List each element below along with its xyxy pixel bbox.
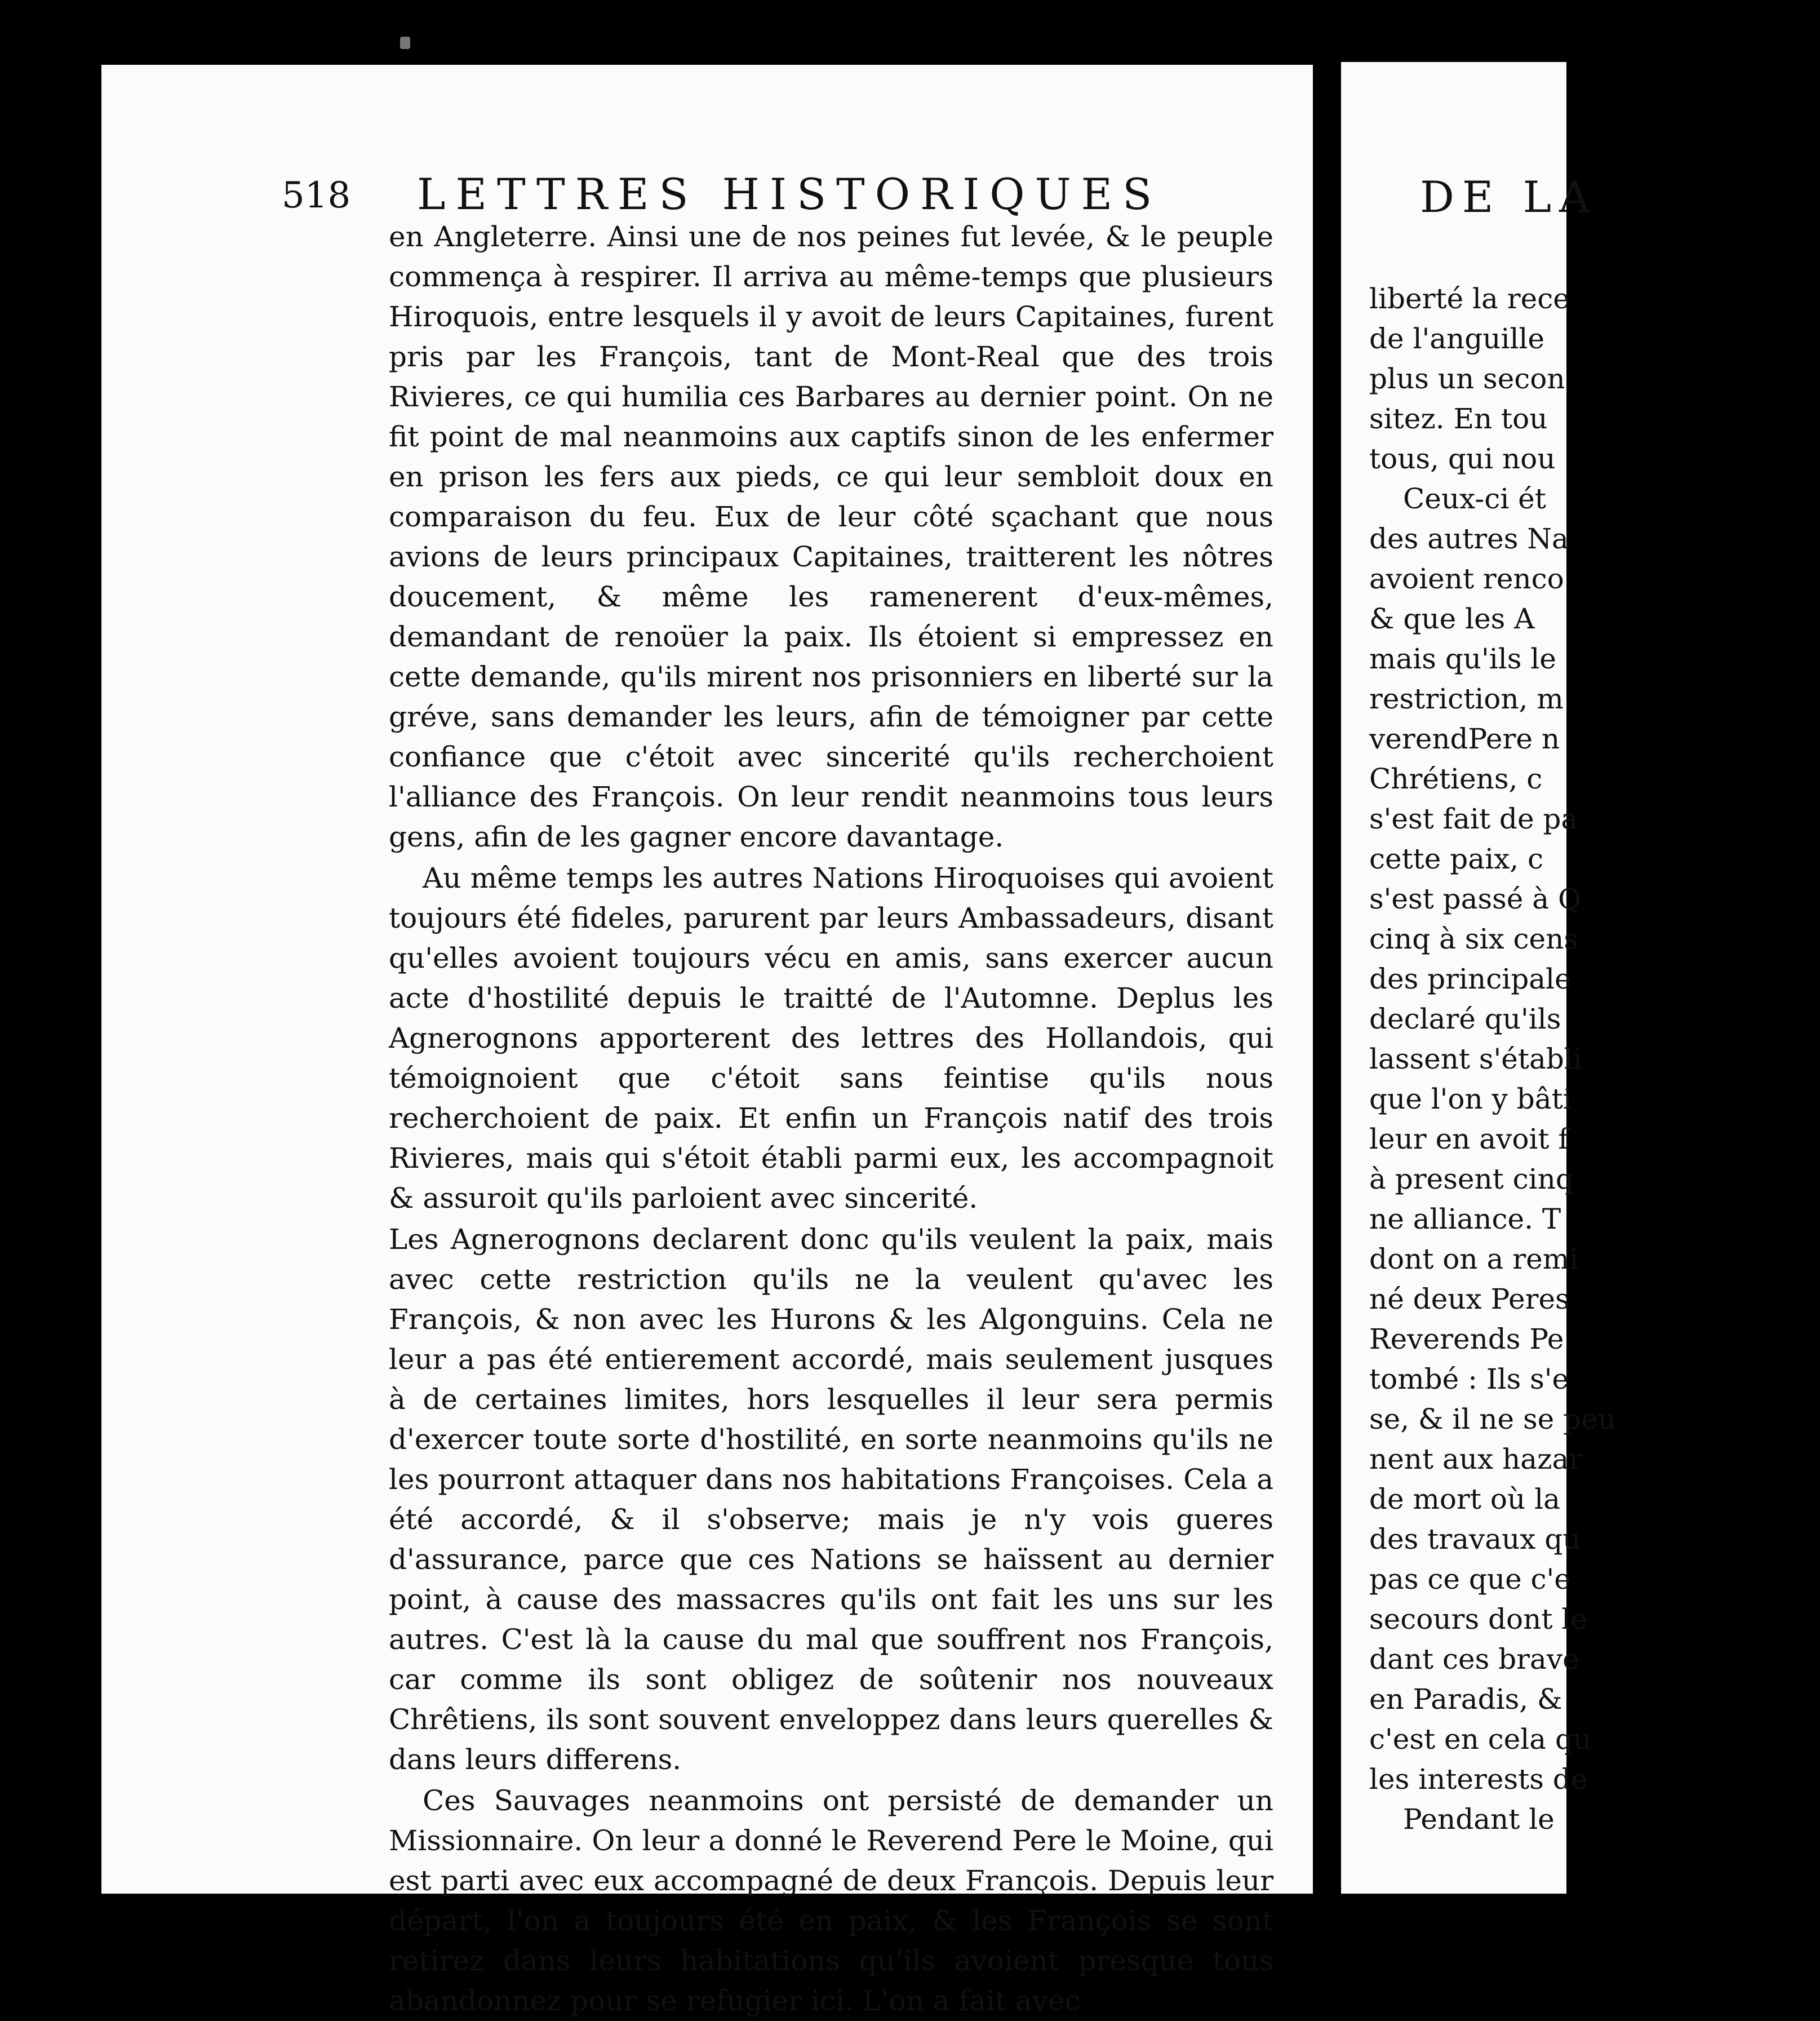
facing-page-header: DE LA — [1420, 172, 1598, 222]
facing-page-text — [1369, 279, 1820, 1840]
facing-line: dont on a remi — [1369, 1243, 1579, 1275]
facing-line: mais qu'ils le — [1369, 642, 1556, 675]
facing-line: Pendant le — [1403, 1803, 1555, 1836]
facing-line: de l'anguille — [1369, 322, 1545, 355]
facing-line: les interests de — [1369, 1763, 1588, 1796]
paragraph-2: Au même temps les autres Nations Hiroquoises qui avoient toujours été fideles, parurent par leurs Ambassadeurs, disant qu'elles avoient toujours vécu en amis, sans exercer aucun acte d'hostilité depuis le traitté de l'Automne. Deplus les Agnerognons apporterent des lettres des Hollandois, qui témoignoient que c'étoit sans feintise qu'ils nous recherchoient de paix. Et enfin un François natif des trois Rivieres, mais qui s'étoit établi parmi eux, les accompagnoit & assuroit qu'ils parloient avec sincerité. — [389, 862, 1273, 1215]
facing-page — [1341, 62, 1616, 1894]
paragraph-3: Les Agnerognons declarent donc qu'ils veulent la paix, mais avec cette restriction qu'ils ne la veulent qu'avec les François, & non avec les Hurons & les Algonguins. Cela ne leur a pas été entierement accordé, mais seulement jusques à de certaines limites, hors lesquelles il leur sera permis d'exercer toute sorte d'hostilité, en sorte neanmoins qu'ils ne les pourront attaquer dans nos habitations Françoises. Cela a été accordé, & il s'observe; mais je n'y vois gueres d'assurance, parce que ces Nations se haïssent au dernier point, à cause des massacres qu'ils ont fait les uns sur les autres. C'est là la cause du mal que souffrent nos François, car comme ils sont obligez de soûtenir nos nouveaux Chrêtiens, ils sont souvent enveloppez dans leurs querelles & dans leurs differens. — [389, 1223, 1273, 1776]
facing-line: sitez. En tou — [1369, 402, 1548, 435]
facing-line: s'est fait de pa — [1369, 803, 1578, 835]
facing-line: des travaux qu — [1369, 1523, 1581, 1555]
paragraph-4: Ces Sauvages neanmoins ont persisté de demander un Missionnaire. On leur a donné le Reverend Pere le Moine, qui est parti avec eux accompagné de deux François. Depuis leur départ, l'on a toujours été en paix, & les François se sont retirez dans leurs habitations qu'ils avoient presque tous abandonnez pour se refugier ici. L'on a fait avec — [389, 1784, 1273, 2017]
facing-line: cette paix, c — [1369, 843, 1544, 875]
facing-line: liberté la rece — [1369, 282, 1570, 315]
scan-speck — [400, 37, 410, 49]
facing-line: des principale — [1369, 963, 1572, 995]
body-text — [389, 217, 1273, 2021]
facing-line: verendPere n — [1369, 723, 1560, 755]
facing-line: s'est passé à Q — [1369, 883, 1581, 915]
facing-line: que l'on y bâti — [1369, 1083, 1572, 1115]
facing-line: à present cinq — [1369, 1163, 1574, 1195]
facing-line: se, & il ne se peu — [1369, 1403, 1616, 1435]
paragraph-1: en Angleterre. Ainsi une de nos peines fut levée, & le peuple commença à respirer. Il arriva au même-temps que plusieurs Hiroquois, entre lesquels il y avoit de leurs Capitaines, furent pris par les François, tant de Mont-Real que des trois Rivieres, ce qui humilia ces Barbares au dernier point. On ne fit point de mal neanmoins aux captifs sinon de les enfermer en prison les fers aux pieds, ce qui leur sembloit doux en comparaison du feu. Eux de leur côté sçachant que nous avions de leurs principaux Capitaines, traitterent les nôtres doucement, & même les ramenerent d'eux-mêmes, demandant de renoüer la paix. Ils étoient si empressez en cette demande, qu'ils mirent nos prisonniers en liberté sur la gréve, sans demander les leurs, afin de témoigner par cette confiance que c'étoit avec sincerité qu'ils recherchoient l'alliance des François. On leur rendit neanmoins tous leurs gens, afin de les gagner encore davantage. — [389, 220, 1273, 853]
running-title: LETTRES HISTORIQUES — [417, 169, 1162, 219]
facing-line: plus un secon — [1369, 362, 1565, 395]
facing-line: c'est en cela qu — [1369, 1723, 1592, 1756]
facing-line: nent aux hazar — [1369, 1443, 1583, 1475]
facing-line: ne alliance. T — [1369, 1203, 1561, 1235]
facing-line: des autres Na — [1369, 522, 1569, 555]
facing-line: restriction, m — [1369, 682, 1564, 715]
facing-line: declaré qu'ils — [1369, 1003, 1561, 1035]
facing-line: cinq à six cens — [1369, 923, 1578, 955]
page-number: 518 — [282, 175, 351, 216]
facing-line: leur en avoit f — [1369, 1123, 1569, 1155]
facing-line: tombé : Ils s'e — [1369, 1363, 1569, 1395]
facing-line: Ceux-ci ét — [1403, 482, 1546, 515]
facing-line: en Paradis, & — [1369, 1683, 1562, 1716]
facing-line: de mort où la — [1369, 1483, 1560, 1515]
facing-line: dant ces brave — [1369, 1643, 1579, 1676]
facing-line: tous, qui nou — [1369, 442, 1556, 475]
facing-line: Chrétiens, c — [1369, 763, 1543, 795]
facing-line: pas ce que c'e — [1369, 1563, 1571, 1595]
facing-line: lassent s'établi — [1369, 1043, 1582, 1075]
facing-line: avoient renco — [1369, 562, 1564, 595]
facing-line: Reverends Pe — [1369, 1323, 1564, 1355]
facing-line: & que les A — [1369, 602, 1535, 635]
facing-line: né deux Peres — [1369, 1283, 1570, 1315]
facing-line: secours dont le — [1369, 1603, 1587, 1636]
